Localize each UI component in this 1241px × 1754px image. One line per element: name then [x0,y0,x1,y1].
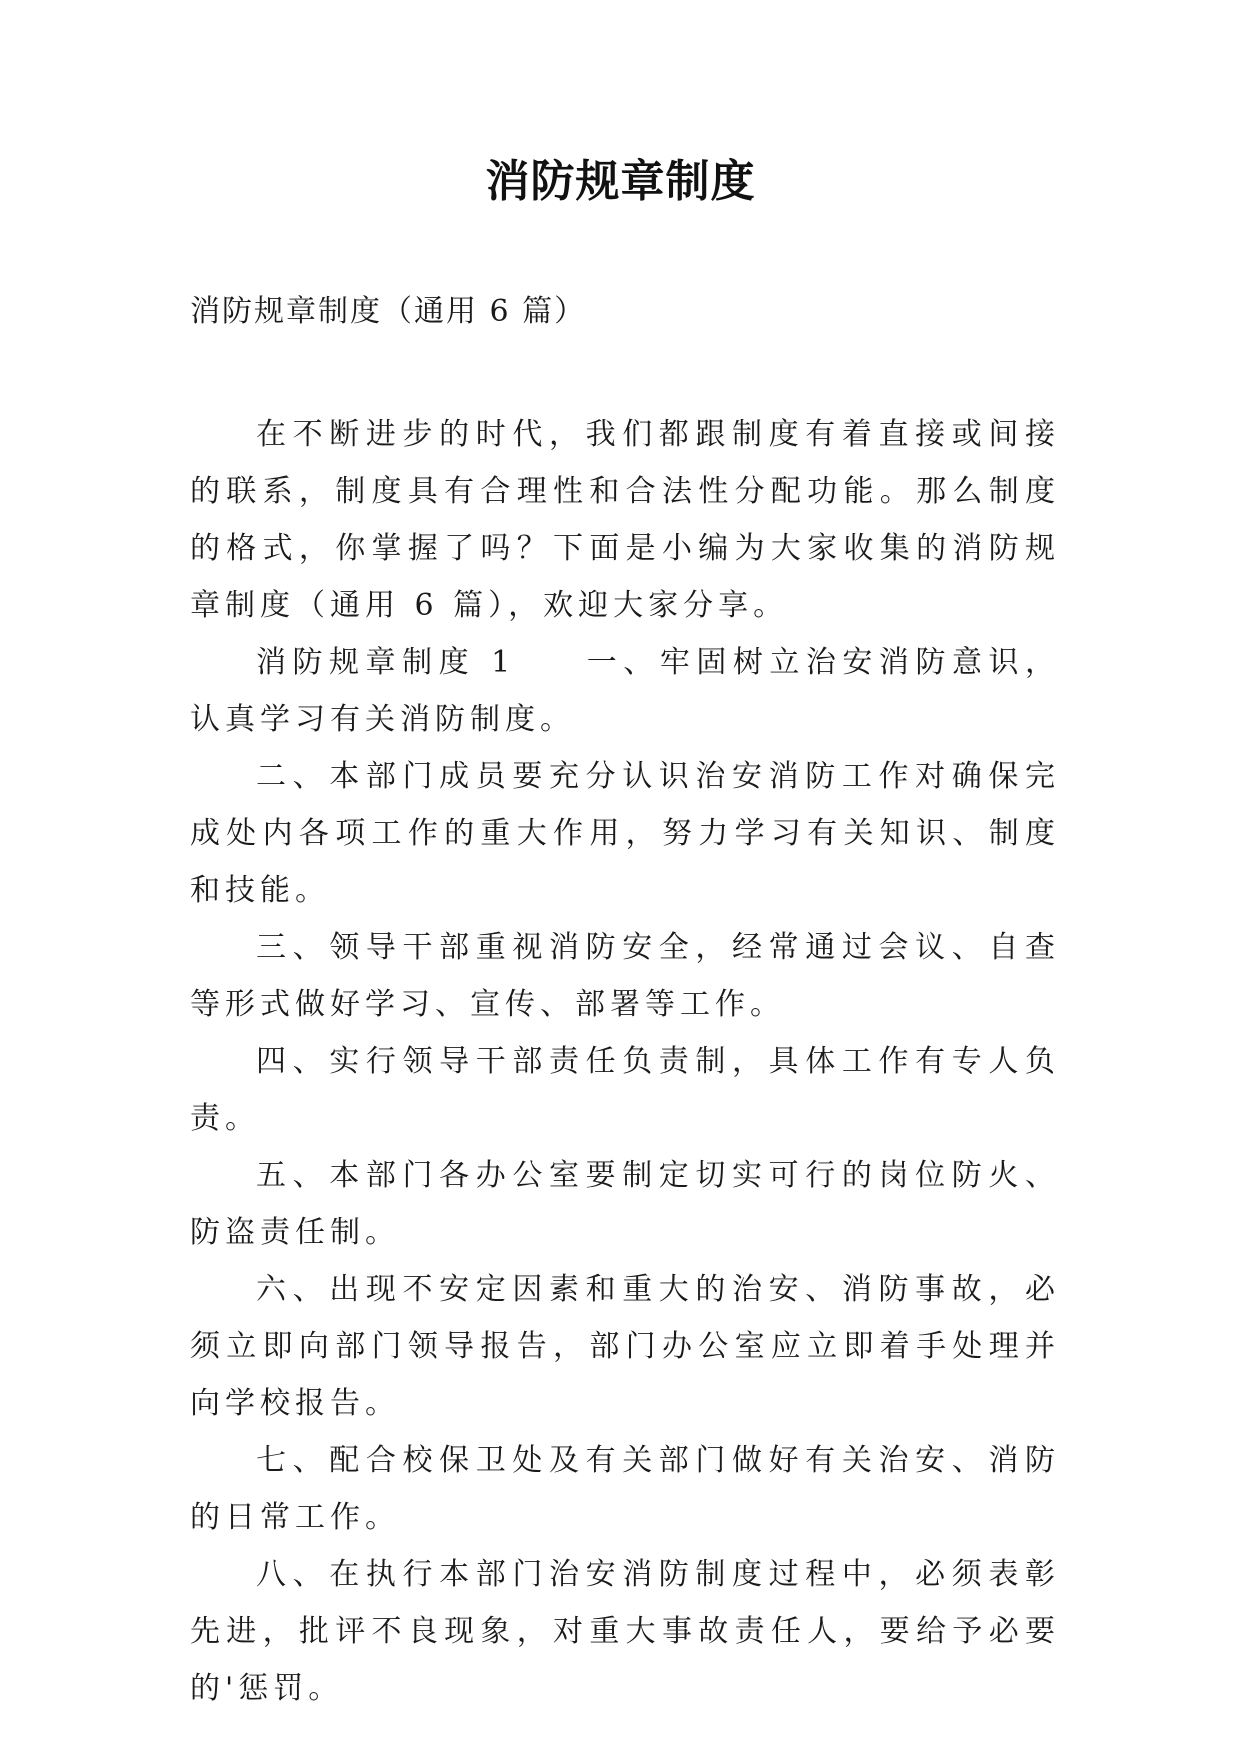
item-7: 七、配合校保卫处及有关部门做好有关治安、消防的日常工作。 [190,1443,1060,1535]
item-6: 六、出现不安定因素和重大的治安、消防事故，必须立即向部门领导报告，部门办公室应立即着手处理并向学校报告。 [190,1272,1060,1421]
item-2: 二、本部门成员要充分认识治安消防工作对确保完成处内各项工作的重大作用，努力学习有关知识、制度和技能。 [190,759,1060,908]
item-4: 四、实行领导干部责任负责制，具体工作有专人负责。 [190,1044,1060,1136]
item-5: 五、本部门各办公室要制定切实可行的岗位防火、防盗责任制。 [190,1158,1060,1250]
intro-paragraph: 在不断进步的时代，我们都跟制度有着直接或间接的联系，制度具有合理性和合法性分配功能。那么制度的格式，你掌握了吗？下面是小编为大家收集的消防规章制度（通用 6 篇），欢迎大家分享。 [190,417,1060,623]
item-8: 八、在执行本部门治安消防制度过程中，必须表彰先进，批评不良现象，对重大事故责任人，要给予必要的'惩罚。 [190,1557,1060,1706]
document-subtitle: 消防规章制度（通用 6 篇） [190,294,587,329]
document-body [190,406,1060,1717]
item-3: 三、领导干部重视消防安全，经常通过会议、自查等形式做好学习、宣传、部署等工作。 [190,930,1060,1022]
section-heading: 消防规章制度 1 [256,645,516,680]
document-title: 消防规章制度 [485,156,756,207]
section-paragraph-1 [190,634,1060,748]
item-1: 一、牢固树立治安消防意识，认真学习有关消防制度。 [190,645,1061,737]
